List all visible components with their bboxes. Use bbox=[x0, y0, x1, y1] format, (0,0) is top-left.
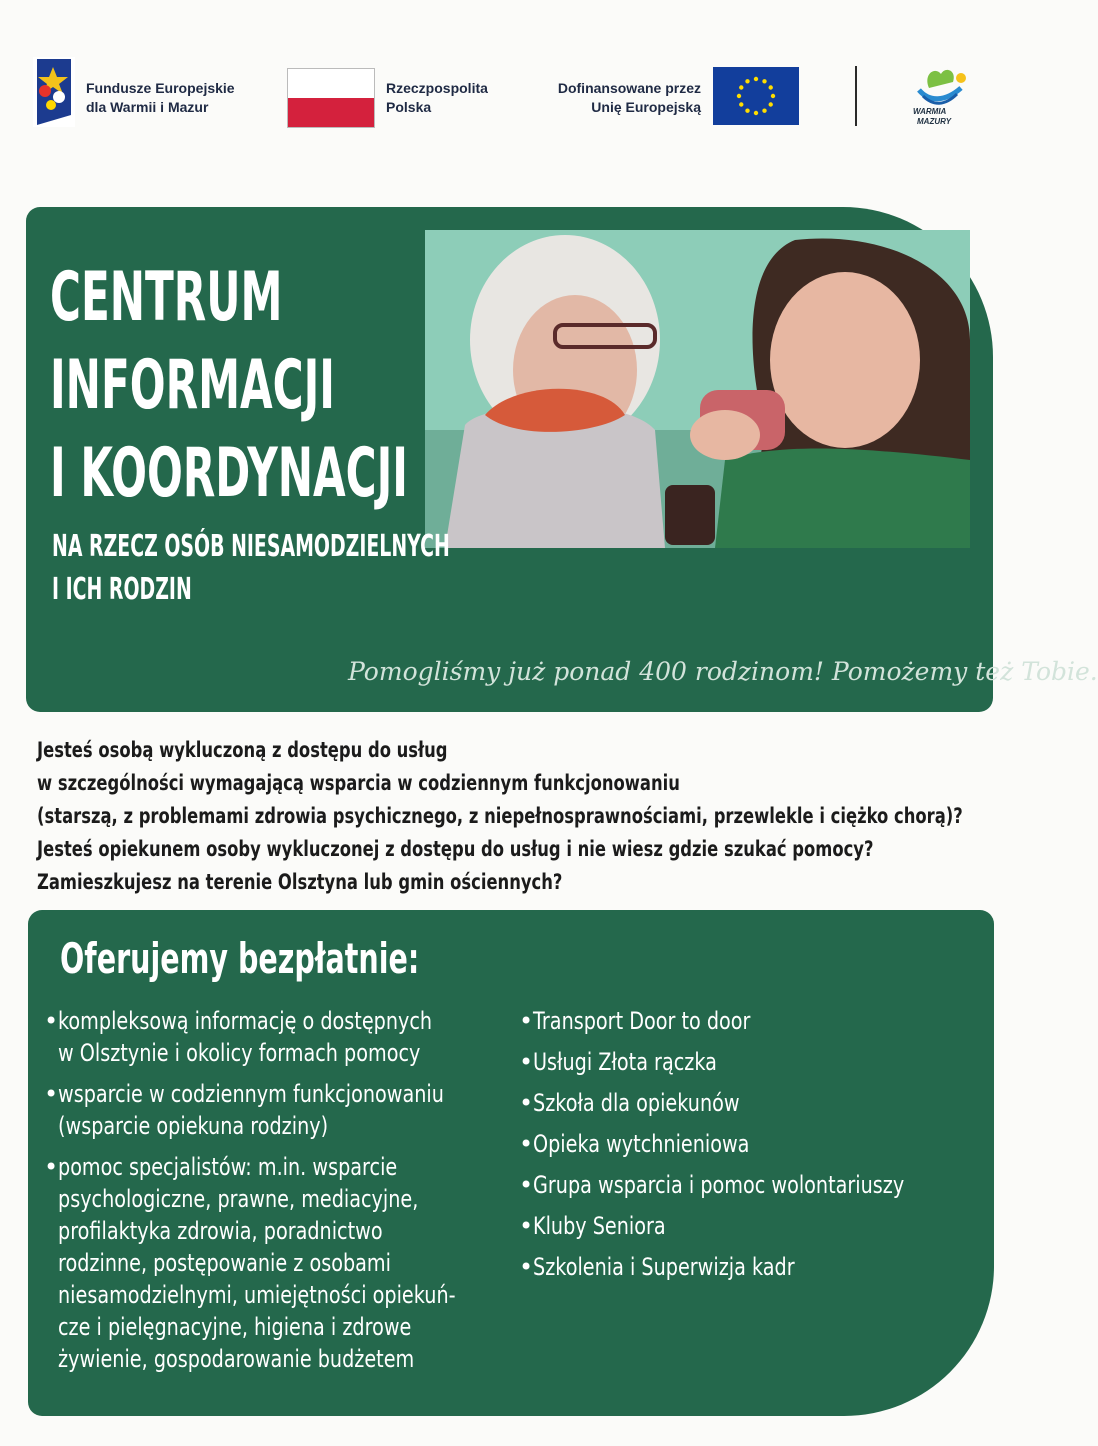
eu-star-icon bbox=[769, 102, 773, 106]
eu-star-icon bbox=[745, 79, 749, 83]
intro-line: w szczególności wymagającą wsparcia w codziennym funkcjonowaniu bbox=[37, 771, 680, 795]
offer-list-item: • Opieka wytchnieniowa bbox=[519, 1130, 750, 1158]
bullet-icon: • bbox=[519, 1171, 534, 1199]
bullet-icon: • bbox=[519, 1007, 534, 1035]
hero-title-line2: INFORMACJI bbox=[50, 346, 335, 425]
bullet-icon: • bbox=[44, 1080, 59, 1108]
eu-star-icon bbox=[771, 94, 775, 98]
bullet-icon: • bbox=[519, 1253, 534, 1281]
intro-line: Zamieszkujesz na terenie Olsztyna lub gmin ościennych? bbox=[37, 870, 563, 894]
offer-list-item: • Szkolenia i Superwizja kadr bbox=[519, 1253, 795, 1281]
hero-subtitle bbox=[52, 525, 450, 611]
eu-flag bbox=[713, 67, 799, 125]
offer-list-left bbox=[44, 1005, 504, 1384]
offer-list-item: • Szkoła dla opiekunów bbox=[519, 1089, 740, 1117]
bullet-icon: • bbox=[44, 1007, 59, 1035]
intro-line: Jesteś opiekunem osoby wykluczonej z dostępu do usług i nie wiesz gdzie szukać pomocy? bbox=[37, 837, 874, 861]
eu-star-icon bbox=[739, 85, 743, 89]
svg-text:MAZURY: MAZURY bbox=[917, 117, 952, 126]
polish-flag bbox=[287, 68, 375, 128]
logo-divider bbox=[855, 66, 857, 126]
rp-line2: Polska bbox=[386, 99, 432, 115]
hero-subtitle-line1: NA RZECZ OSÓB NIESAMODZIELNYCH bbox=[52, 529, 450, 564]
eu-star-icon bbox=[762, 79, 766, 83]
funding-logo-bar bbox=[0, 0, 1012, 160]
eu-star-icon bbox=[769, 85, 773, 89]
bullet-icon: • bbox=[519, 1048, 534, 1076]
eu-star-icon bbox=[745, 109, 749, 113]
bullet-icon: • bbox=[519, 1212, 534, 1240]
fundusze-europejskie-logo bbox=[33, 57, 75, 127]
eu-line2: Unię Europejską bbox=[591, 99, 701, 115]
hero-title bbox=[50, 254, 408, 518]
offer-list-item: • Transport Door to door bbox=[519, 1007, 751, 1035]
hero-title-line3: I KOORDYNACJI bbox=[50, 434, 408, 513]
intro-line: Jesteś osobą wykluczoną z dostępu do usług bbox=[37, 738, 448, 762]
offer-list-item: • Kluby Seniora bbox=[519, 1212, 666, 1240]
offer-list-item: • Grupa wsparcia i pomoc wolontariuszy bbox=[519, 1171, 905, 1199]
hero-title-line1: CENTRUM bbox=[50, 258, 283, 337]
offer-list-right bbox=[519, 1005, 979, 1292]
intro-questions bbox=[37, 734, 977, 899]
eu-star-icon bbox=[754, 111, 758, 115]
offer-title: Oferujemy bezpłatnie: bbox=[60, 934, 420, 983]
svg-text:WARMIA: WARMIA bbox=[913, 107, 947, 116]
eu-line1: Dofinansowane przez bbox=[557, 80, 701, 96]
eu-cofinanced-text bbox=[525, 79, 701, 117]
intro-line: (starszą, z problemami zdrowia psychicznego, z niepełnosprawnościami, przewlekle i ciężko chorą)? bbox=[37, 804, 963, 828]
offer-list-item: • wsparcie w codziennym funkcjonowaniu (wsparcie opiekuna rodziny) bbox=[44, 1080, 444, 1140]
fundusze-line2: dla Warmii i Mazur bbox=[86, 99, 209, 115]
rp-line1: Rzeczpospolita bbox=[386, 80, 488, 96]
bullet-icon: • bbox=[44, 1153, 59, 1181]
eu-star-icon bbox=[754, 77, 758, 81]
warmia-mazury-logo bbox=[905, 62, 975, 126]
hero-tagline: Pomogliśmy już ponad 400 rodzinom! Pomożemy też Tobie. bbox=[348, 657, 1098, 686]
fundusze-line1: Fundusze Europejskie bbox=[86, 80, 235, 96]
offer-list-item: • pomoc specjalistów: m.in. wsparcie psychologiczne, prawne, mediacyjne, profilaktyka zdrowia, poradnictwo rodzinne, postępowanie z osobami niesamodzielnymi, umiejętności opiekuń- cze i pielęgnacyjne, higiena i zdrowe żywienie, gospodarowanie budżetem bbox=[44, 1153, 456, 1373]
bullet-icon: • bbox=[519, 1089, 534, 1117]
hero-subtitle-line2: I ICH RODZIN bbox=[52, 572, 192, 607]
illustration-two-women-tea bbox=[425, 230, 970, 548]
fundusze-europejskie-text bbox=[86, 79, 235, 117]
eu-star-icon bbox=[739, 102, 743, 106]
offer-list-item: • Usługi Złota rączka bbox=[519, 1048, 717, 1076]
bullet-icon: • bbox=[519, 1130, 534, 1158]
eu-star-icon bbox=[737, 94, 741, 98]
rzeczpospolita-text bbox=[386, 79, 488, 117]
eu-star-icon bbox=[762, 109, 766, 113]
offer-list-item: • kompleksową informację o dostępnych w Olsztynie i okolicy formach pomocy bbox=[44, 1007, 433, 1067]
